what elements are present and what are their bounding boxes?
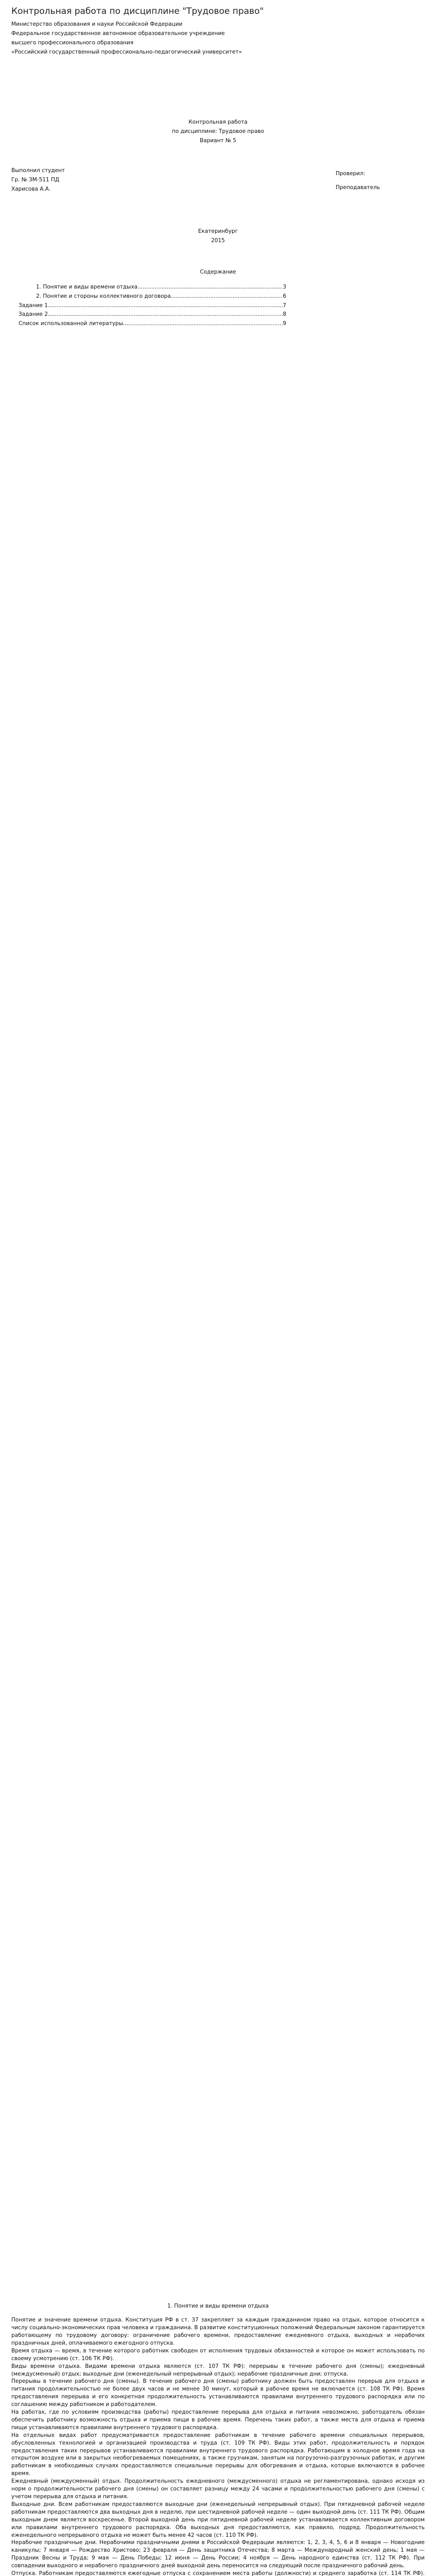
toc-item-page: 6 (283, 293, 286, 299)
year: 2015 (211, 237, 225, 244)
paragraph: На работах, где по условиям производства (работы) предоставление перерыва для отдыха и питания невозможно, работодатель обязан обеспечить работнику возможность отдыха и приема пищи в рабочее время. Перечень таких работ, а также места для отдыха и приема пищи устанавливаются правилами внутреннего трудового распорядка. (11, 2409, 425, 2431)
paragraph: Выходные дни. Всем работникам предоставляются выходные дни (еженедельный непрерывный отдых). При пятидневной рабочей неделе работникам предоставляются два выходных дня в неделю, при шестидневной рабочей неделе — один выходной день (ст. 111 ТК РФ). Общим выходным днем является воскресенье. Второй выходной день при пятидневной рабочей неделе устанавливается коллективным договором или правилами внутреннего трудового распорядка. Оба выходных дня предоставляются, как правило, подряд. Продолжительность еженедельного непрерывного отдыха не может быть менее 42 часов (ст. 110 ТК РФ). (11, 2501, 425, 2538)
toc-item-label: Задание 1 (19, 302, 48, 309)
section-time-off (11, 2302, 425, 2576)
paragraph: На отдельных видах работ предусматривается предоставление работникам в течение рабочего времени специальных перерывов, обусловленных технологией и организацией производства и труда (ст. 109 ТК РФ). Виды этих работ, продолжительность и порядок предоставления таких перерывов устанавливаются правилами внутреннего трудового распорядка. Работающим в холодное время года на открытом воздухе или в закрытых необогреваемых помещениях, а также грузчикам, занятым на погрузочно-разгрузочных работах, и другим работникам в необходимых случаях предоставляются специальные перерывы для обогревания и отдыха, которые включаются в рабочее время. (11, 2432, 425, 2477)
paragraph: Перерывы в течение рабочего дня (смены). В течение рабочего дня (смены) работнику должен быть предоставлен перерыв для отдыха и питания продолжительностью не более двух часов и не менее 30 минут, который в рабочее время не включается (ст. 108 ТК РФ). Время предоставления перерыва и его конкретная продолжительность устанавливаются правилами внутреннего трудового распорядка или по соглашению между работником и работодателем. (11, 2378, 425, 2408)
reviewer-line: Преподаватель (336, 184, 380, 191)
meta-line: Федеральное государственное автономное образовательное учреждение (11, 30, 225, 37)
header-meta (11, 21, 425, 56)
meta-line: Министерство образования и науки Российской Федерации (11, 21, 183, 28)
paragraph: Время отдыха — время, в течение которого работник свободен от исполнения трудовых обязанностей и которое он может использовать по своему усмотрению (ст. 106 ТК РФ). (11, 2347, 425, 2362)
student-line: Выполнил студент (11, 167, 65, 174)
toc-item-label: Список использованной литературы (19, 320, 124, 327)
toc-item-page: 3 (283, 283, 286, 290)
toc-item[interactable] (19, 293, 286, 300)
document-title: Контрольная работа по дисциплине "Трудовое право" (11, 6, 264, 16)
title-block (11, 118, 425, 145)
toc-item-page: 8 (283, 311, 286, 318)
paragraph: Отпуска. Работникам предоставляются ежегодные отпуска с сохранением места работы (должности) и среднего заработка (ст. 114 ТК РФ). (11, 2570, 425, 2576)
city: Екатеринбург (198, 228, 238, 234)
section-heading: 1. Понятие и виды времени отдыха (167, 2303, 269, 2310)
meta-line: «Российский государственный профессионально-педагогический университет» (11, 48, 242, 55)
toc-item[interactable] (19, 320, 286, 328)
title-line: по дисциплине: Трудовое право (171, 128, 265, 134)
paragraph: Понятие и значение времени отдыха. Конституция РФ в ст. 37 закрепляет за каждым гражданином право на отдых, которое относится к числу социально-экономических прав человека и гражданина. В развитие конституционных положений Федеральным законом гарантируется работающему по трудовому договору: ограничение рабочего времени, предоставление ежедневного отдыха, выходных и нерабочих праздничных дней, оплачиваемого ежегодного отпуска. (11, 2317, 425, 2346)
toc-item[interactable] (19, 302, 286, 310)
title-line: Вариант № 5 (200, 137, 236, 144)
toc-item[interactable] (19, 311, 286, 318)
paragraph: Виды времени отдыха. Видами времени отдыха являются (ст. 107 ТК РФ): перерывы в течение рабочего дня (смены); ежедневный (междусменный) отдых; выходные дни (еженедельный непрерывный отдых); нерабочие праздничные дни; отпуска. (11, 2363, 425, 2377)
table-of-contents (11, 268, 425, 328)
toc-item-label: Задание 2 (19, 311, 48, 318)
student-line: Харисова А.А. (11, 186, 51, 193)
toc-item-page: 7 (283, 302, 286, 309)
student-line: Гр. № ЗМ-511 ПД (11, 177, 60, 183)
toc-item-label: 1. Понятие и виды времени отдыха (36, 283, 138, 290)
title-line: Контрольная работа (188, 118, 248, 125)
meta-line: высшего профессионального образования (11, 39, 134, 46)
toc-item-label: 2. Понятие и стороны коллективного договора (36, 293, 171, 299)
reviewer-block (336, 170, 425, 192)
toc-heading: Содержание (200, 268, 236, 275)
paragraph: Ежедневный (междусменный) отдых. Продолжительность ежедневного (междусменного) отдыха не регламентирована, однако исходя из норм о продолжительности рабочего дня (смены) он составляет разницу между 24 часами и продолжительностью рабочего дня (смены) с учетом перерыва для отдыха и питания. (11, 2478, 425, 2500)
toc-item-page: 9 (283, 320, 286, 327)
paragraph: Нерабочие праздничные дни. Нерабочими праздничными днями в Российской Федерации являются: 1, 2, 3, 4, 5, 6 и 8 января — Новогодние каникулы; 7 января — Рождество Христово; 23 февраля — День защитника Отечества; 8 марта — Международный женский день; 1 мая — Праздник Весны и Труда; 9 мая — День Победы; 12 июня — День России; 4 ноября — День народного единства (ст. 112 ТК РФ). При совпадении выходного и нерабочего праздничного дней выходной день переносится на следующий после праздничного рабочий день. (11, 2539, 425, 2569)
toc-item[interactable] (19, 283, 286, 291)
city-year (11, 228, 425, 245)
reviewer-line: Проверил: (336, 171, 365, 177)
